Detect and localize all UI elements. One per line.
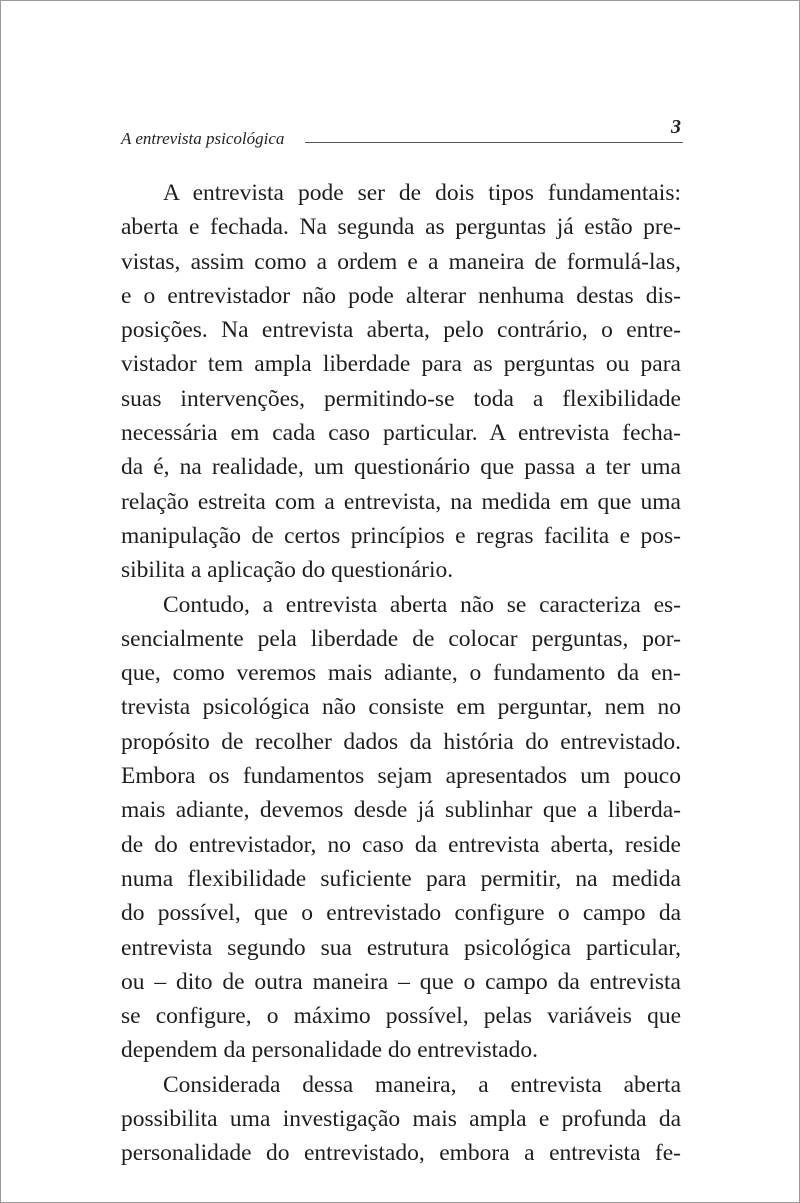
text-line: Contudo, a entrevista aberta não se caracteriza es-: [163, 591, 681, 618]
text-line: aberta e fechada. Na segunda as perguntas já estão pre-: [121, 214, 681, 241]
text-line: A entrevista pode ser de dois tipos fundamentais:: [163, 180, 681, 206]
running-title: A entrevista psicológica: [121, 129, 285, 148]
text-line: manipulação de certos princípios e regras facilita e pos-: [121, 522, 681, 549]
text-line: do possível, que o entrevistado configure o campo da: [121, 900, 681, 927]
text-line: que, como veremos mais adiante, o fundamento da en-: [121, 660, 681, 687]
text-line: propósito de recolher dados da história do entrevistado.: [121, 728, 681, 755]
header-rule: [305, 142, 683, 143]
text-line: vistas, assim como a ordem e a maneira de formulá-las,: [121, 248, 681, 275]
text-line: relação estreita com a entrevista, na medida em que uma: [121, 488, 681, 515]
text-line: da é, na realidade, um questionário que passa a ter uma: [121, 454, 681, 481]
text-line: posições. Na entrevista aberta, pelo contrário, o entre-: [121, 317, 681, 344]
text-line: e o entrevistador não pode alterar nenhuma destas dis-: [121, 282, 681, 309]
page-number: 3: [671, 116, 681, 138]
text-line: numa flexibilidade suficiente para permitir, na medida: [121, 865, 681, 892]
text-line: sencialmente pela liberdade de colocar perguntas, por-: [121, 625, 681, 652]
text-line: possibilita uma investigação mais ampla e profunda da: [121, 1106, 681, 1133]
text-line: vistador tem ampla liberdade para as perguntas ou para: [121, 351, 681, 378]
text-line: mais adiante, devemos desde já sublinhar que a liberda-: [121, 797, 681, 824]
text-line: trevista psicológica não consiste em perguntar, nem no: [121, 694, 681, 721]
text-line: se configure, o máximo possível, pelas variáveis que: [121, 1003, 681, 1030]
text-line: ou – dito de outra maneira – que o campo da entrevista: [121, 968, 681, 995]
text-line: personalidade do entrevistado, embora a entrevista fe-: [121, 1140, 681, 1167]
text-line: entrevista segundo sua estrutura psicológica particular,: [121, 934, 681, 961]
text-line: necessária em cada caso particular. A entrevista fecha-: [121, 420, 681, 447]
running-header: [121, 117, 683, 147]
text-line: sibilita a aplicação do questionário.: [121, 557, 454, 584]
text-line: de do entrevistador, no caso da entrevista aberta, reside: [121, 831, 681, 858]
text-line: suas intervenções, permitindo-se toda a flexibilidade: [121, 385, 681, 412]
text-line: Considerada dessa maneira, a entrevista aberta: [163, 1071, 681, 1098]
text-line: dependem da personalidade do entrevistado.: [121, 1037, 538, 1064]
body-text: [121, 176, 681, 1171]
text-line: Embora os fundamentos sejam apresentados um pouco: [121, 763, 681, 790]
